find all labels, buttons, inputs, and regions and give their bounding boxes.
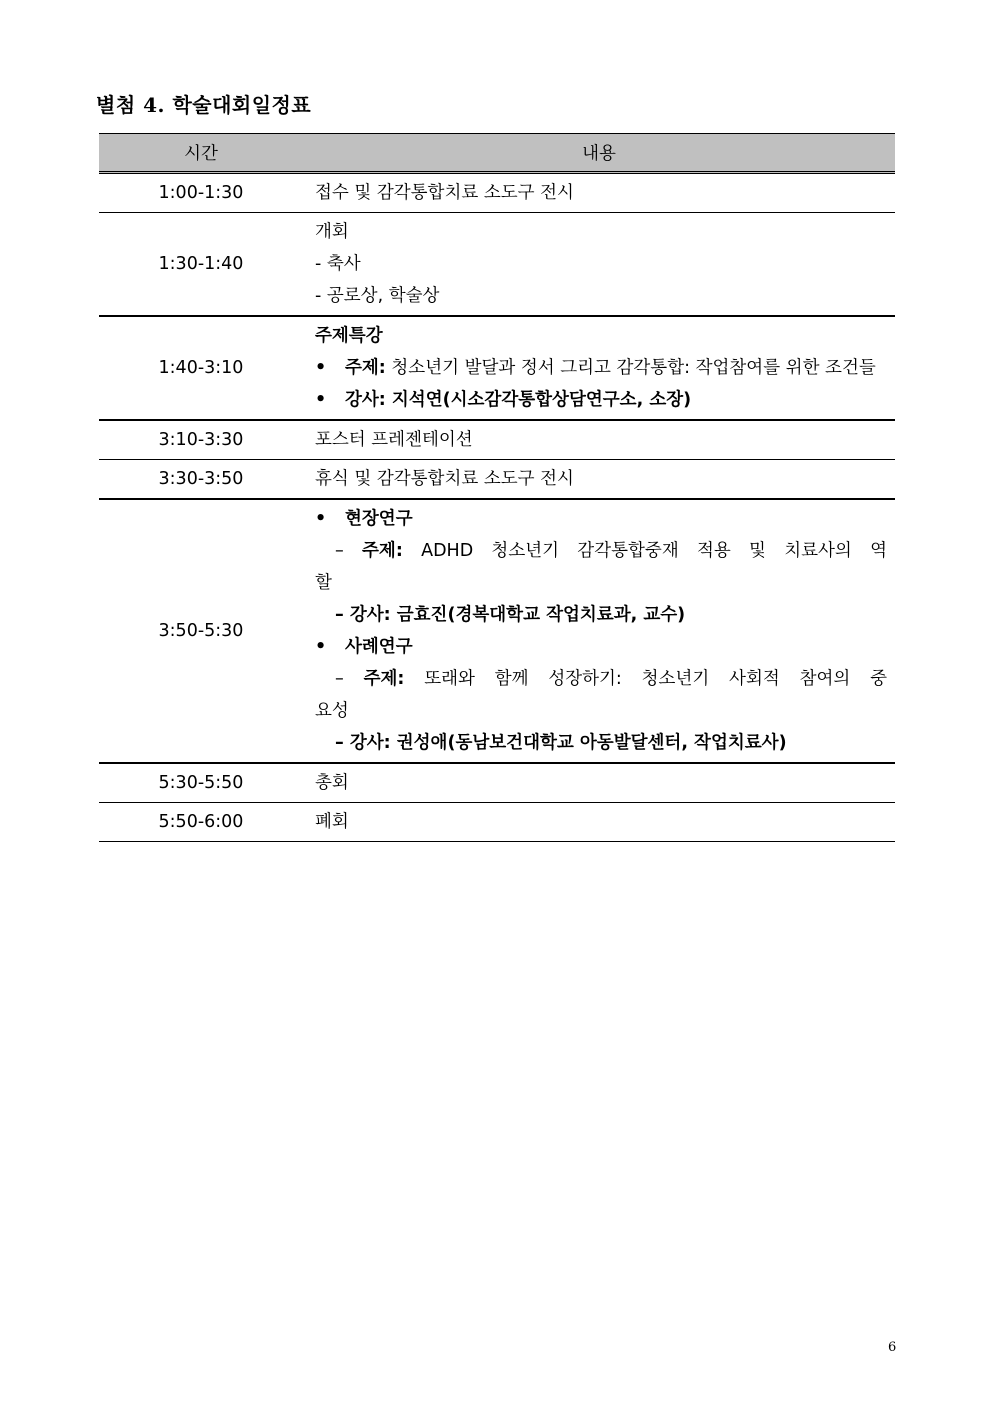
- topic-label: 주제:: [345, 358, 386, 378]
- schedule-table: [99, 133, 895, 842]
- row-content: [303, 803, 895, 842]
- topic-text: 청소년기 발달과 정서 그리고 감각통합: 작업참여를 위한 조건들: [391, 358, 876, 378]
- topic-continuation: 요성: [315, 701, 349, 721]
- topic-continuation: 할: [315, 573, 332, 593]
- row-content: [303, 499, 895, 763]
- speaker-label: 강사:: [349, 733, 391, 753]
- bullet-text: [345, 352, 887, 384]
- section-heading: 사례연구: [345, 637, 413, 657]
- bullet-icon: •: [315, 358, 327, 378]
- topic-line: – 주제: ADHD 청소년기 감각통합중재 적용 및 치료사의 역: [335, 541, 887, 561]
- table-row: [99, 763, 895, 803]
- content-line: 휴식 및 감각통합치료 소도구 전시: [315, 469, 574, 489]
- table-row: [99, 420, 895, 460]
- row-content: [303, 173, 895, 213]
- bullet-item: [315, 631, 887, 663]
- row-content: [303, 763, 895, 803]
- bullet-item: [315, 503, 887, 535]
- content-line: 개회: [315, 222, 349, 242]
- speaker-line: – 강사: 권성애(동남보건대학교 아동발달센터, 작업치료사): [335, 733, 787, 753]
- bullet-icon: •: [315, 390, 327, 410]
- row-content: [303, 420, 895, 460]
- content-line: 접수 및 감각통합치료 소도구 전시: [315, 183, 574, 203]
- section-heading: 현장연구: [345, 509, 413, 529]
- topic-text: 또래와 함께 성장하기: 청소년기 사회적 참여의 중: [424, 669, 887, 689]
- row-content: [303, 316, 895, 420]
- row-content: [303, 213, 895, 317]
- row-time: 5:30-5:50: [99, 763, 303, 803]
- table-row: [99, 803, 895, 842]
- topic-line: – 주제: 또래와 함께 성장하기: 청소년기 사회적 참여의 중: [335, 669, 887, 689]
- topic-label: 주제:: [362, 541, 403, 561]
- table-row: [99, 173, 895, 213]
- table-row: [99, 460, 895, 500]
- content-line: 폐회: [315, 812, 349, 832]
- content-line: - 공로상, 학술상: [315, 286, 440, 306]
- row-time: 3:30-3:50: [99, 460, 303, 500]
- speaker-line: – 강사: 금효진(경복대학교 작업치료과, 교수): [335, 605, 686, 625]
- row-time: 1:00-1:30: [99, 173, 303, 213]
- speaker-text: 금효진(경복대학교 작업치료과, 교수): [396, 605, 686, 625]
- table-header-row: [99, 134, 895, 173]
- section-heading: 주제특강: [315, 326, 383, 346]
- header-time: 시간: [99, 134, 303, 173]
- row-time: 1:40-3:10: [99, 316, 303, 420]
- header-content: 내용: [303, 134, 895, 173]
- table-row: [99, 499, 895, 763]
- speaker-text: 지석연(시소감각통합상담연구소, 소장): [391, 390, 692, 410]
- page-title: 별첨 4. 학술대회일정표: [96, 93, 312, 117]
- speaker-text: 권성애(동남보건대학교 아동발달센터, 작업치료사): [396, 733, 787, 753]
- content-line: 총회: [315, 773, 349, 793]
- content-line: 포스터 프레젠테이션: [315, 430, 473, 450]
- content-line: - 축사: [315, 254, 361, 274]
- speaker-label: 강사:: [349, 605, 391, 625]
- bullet-item: [315, 384, 887, 416]
- bullet-text: [345, 384, 887, 416]
- row-content: [303, 460, 895, 500]
- row-time: 3:10-3:30: [99, 420, 303, 460]
- table-row: [99, 213, 895, 317]
- bullet-item: [315, 352, 887, 384]
- row-time: 5:50-6:00: [99, 803, 303, 842]
- speaker-label: 강사:: [345, 390, 386, 410]
- topic-label: 주제:: [363, 669, 405, 689]
- bullet-icon: •: [315, 637, 327, 657]
- topic-text: ADHD 청소년기 감각통합중재 적용 및 치료사의 역: [421, 541, 887, 561]
- page-number: 6: [888, 1340, 897, 1355]
- table-row: [99, 316, 895, 420]
- bullet-icon: •: [315, 509, 327, 529]
- row-time: 3:50-5:30: [99, 499, 303, 763]
- row-time: 1:30-1:40: [99, 213, 303, 317]
